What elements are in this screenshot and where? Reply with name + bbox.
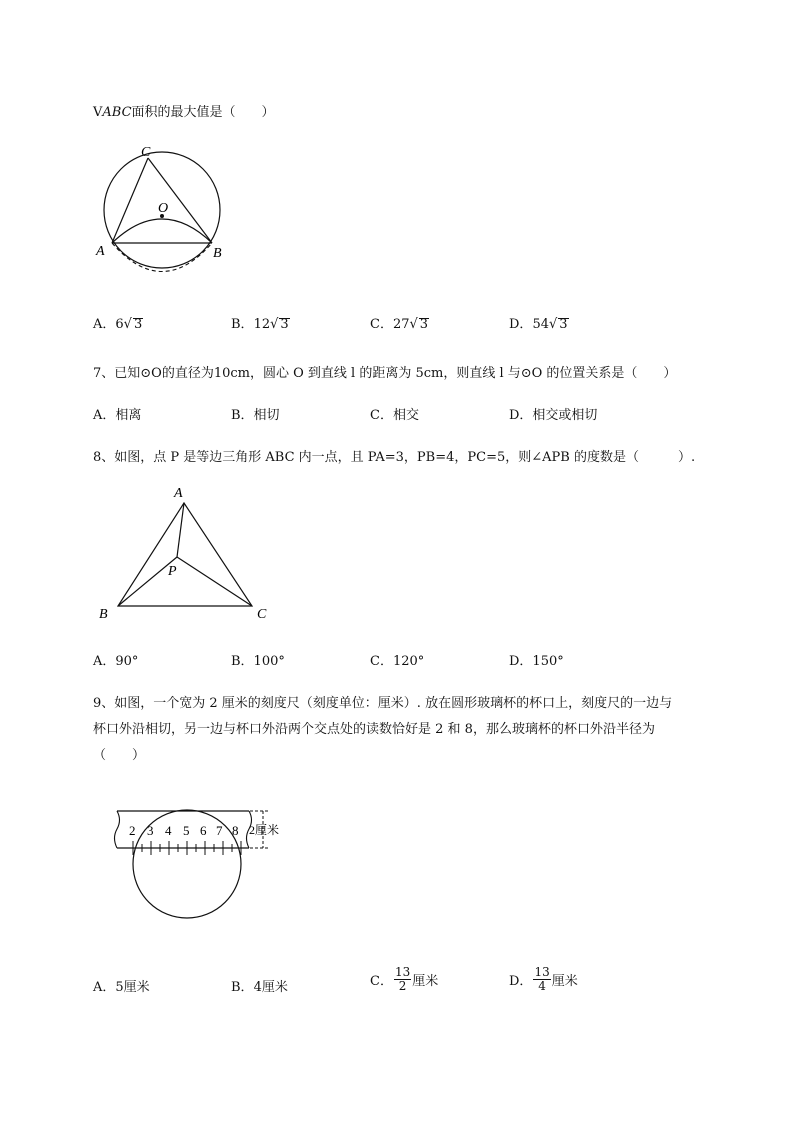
- q9-tick-3: 3: [147, 823, 154, 838]
- q8-option-a[interactable]: A．90°: [93, 654, 139, 669]
- q6-label-o: O: [158, 201, 169, 216]
- q6-stem-abc: ABC: [102, 105, 132, 120]
- q9-tick-5: 5: [183, 823, 190, 838]
- q9-stem-line2: 杯口外沿相切，另一边与杯口外沿两个交点处的读数恰好是 2 和 8，那么玻璃杯的杯口外沿半径为: [93, 722, 655, 737]
- q9-width-label: 2厘米: [249, 823, 280, 837]
- q9-stem-line3: （ ）: [93, 748, 146, 763]
- q6-option-b[interactable]: B．12√ 3: [231, 316, 289, 333]
- q6-stem-rest: 面积的最大值是（ ）: [131, 105, 275, 120]
- q6-option-a[interactable]: A．6√ 3: [93, 316, 143, 333]
- q7-option-b[interactable]: B．相切: [231, 408, 280, 423]
- q9-tick-2: 2: [129, 823, 136, 838]
- q9-tick-7: 7: [216, 823, 223, 838]
- q9-tick-8: 8: [232, 823, 239, 838]
- q9-option-d-fraction: $\frac{13}{4}$: [534, 965, 550, 993]
- q8-label-b: B: [99, 607, 108, 622]
- q8-label-p: P: [168, 564, 177, 579]
- q9-stem-line1: 9、如图，一个宽为 2 厘米的刻度尺（刻度单位：厘米）. 放在圆形玻璃杯的杯口上，刻度尺的一边与: [93, 696, 673, 711]
- q7-option-c[interactable]: C．相交: [370, 408, 419, 423]
- q8-option-c[interactable]: C．120°: [370, 654, 425, 669]
- q7-option-a[interactable]: A．相离: [93, 408, 142, 423]
- q7-option-d[interactable]: D．相交或相切: [509, 408, 598, 423]
- q6-option-c[interactable]: C．27√ 3: [370, 316, 429, 333]
- q8-label-a: A: [174, 486, 183, 501]
- q9-tick-6: 6: [200, 823, 207, 838]
- q9-option-a[interactable]: A．5厘米: [93, 980, 150, 995]
- q8-option-d[interactable]: D．150°: [509, 654, 564, 669]
- q8-label-c: C: [257, 607, 267, 622]
- q9-tick-4: 4: [165, 823, 172, 838]
- q9-option-c[interactable]: C． $\frac{13}{2}$ 厘米: [370, 965, 439, 993]
- q6-label-a: A: [96, 244, 105, 259]
- q9-option-c-fraction: $\frac{13}{2}$: [394, 965, 411, 993]
- q9-option-d[interactable]: D． $\frac{13}{4}$ 厘米: [509, 965, 578, 993]
- q6-label-c: C: [141, 145, 151, 160]
- q9-option-b[interactable]: B．4厘米: [231, 980, 288, 995]
- q6-label-b: B: [213, 246, 222, 261]
- q6-stem-prefix: V: [93, 105, 103, 120]
- q6-option-d[interactable]: D．54√ 3: [509, 316, 568, 333]
- q8-stem: 8、如图，点 P 是等边三角形 ABC 内一点，且 PA=3，PB=4，PC=5，则∠APB 的度数是（ ）.: [93, 450, 696, 465]
- q8-option-b[interactable]: B．100°: [231, 654, 285, 669]
- q9-ruler-left-break: [115, 811, 120, 848]
- q7-stem: 7、已知⊙O的直径为10cm，圆心 O 到直线 l 的距离为 5cm，则直线 l 与⊙O 的位置关系是（ ）: [93, 366, 677, 381]
